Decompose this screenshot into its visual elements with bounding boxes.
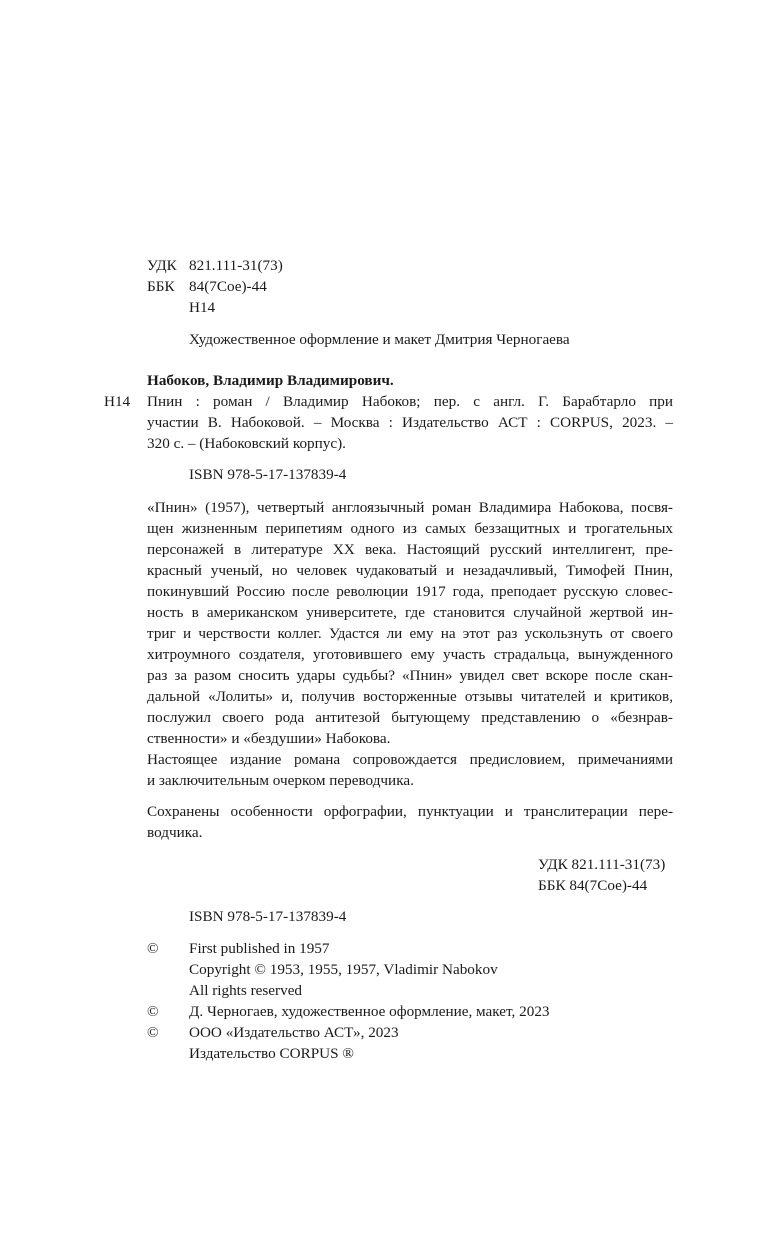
annotation-line: «Пнин» (1957), четвертый англоязычный роман Владимира Набокова, посвя- <box>147 499 673 516</box>
author-mark-side: Н14 <box>104 393 131 410</box>
author-mark-header: Н14 <box>189 299 216 316</box>
orthography-line: водчика. <box>147 824 203 841</box>
bbk-value: 84(7Сое)-44 <box>189 278 267 295</box>
orthography-line: Сохранены особенности орфографии, пунктуации и транслитерации пере- <box>147 803 673 820</box>
catalog-line: Пнин : роман / Владимир Набоков; пер. с англ. Г. Барабтарло при <box>147 393 673 410</box>
annotation-line: послужил своего рода антитезой бытующему представлению о «безнрав- <box>147 709 673 726</box>
udk-value: 821.111-31(73) <box>189 257 283 274</box>
copyright-line: Издательство CORPUS ® <box>189 1045 354 1062</box>
footer-bbk: ББК 84(7Сое)-44 <box>538 877 648 894</box>
copyright-line: Copyright © 1953, 1955, 1957, Vladimir Nabokov <box>189 961 498 978</box>
annotation-line: ственности» и «бездушии» Набокова. <box>147 730 391 747</box>
author-heading: Набоков, Владимир Владимирович. <box>147 372 394 389</box>
annotation-line: раз за разом сносить удары судьбы? «Пнин» увидел свет вскоре после скан- <box>147 667 673 684</box>
footer-udk: УДК 821.111-31(73) <box>538 856 666 873</box>
copyright-line: Д. Черногаев, художественное оформление, макет, 2023 <box>189 1003 550 1020</box>
copyright-line: ООО «Издательство АСТ», 2023 <box>189 1024 399 1041</box>
catalog-line: участии В. Набоковой. – Москва : Издательство АСТ : CORPUS, 2023. – <box>147 414 673 431</box>
annotation-line: щен жизненным перипетиям одного из самых беззащитных и трогательных <box>147 520 673 537</box>
annotation-line: персонажей в литературе XX века. Настоящий русский интеллигент, пре- <box>147 541 673 558</box>
footer-isbn: ISBN 978-5-17-137839-4 <box>189 908 347 925</box>
copyright-line: All rights reserved <box>189 982 303 999</box>
annotation-line: красный ученый, но человек чудаковатый и незадачливый, Тимофей Пнин, <box>147 562 673 579</box>
design-credit: Художественное оформление и макет Дмитрия Черногаева <box>189 331 570 348</box>
annotation-line: ность в американском университете, где становится случайной жертвой ин- <box>147 604 673 621</box>
catalog-line: 320 с. – (Набоковский корпус). <box>147 435 346 452</box>
copyright-symbol: © <box>147 940 159 957</box>
copyright-symbol: © <box>147 1024 159 1041</box>
annotation-line: триг и черствости коллег. Удастся ли ему на этот раз ускользнуть от своего <box>147 625 673 642</box>
bbk-label: ББК <box>147 278 175 295</box>
copyright-symbol: © <box>147 1003 159 1020</box>
udk-label: УДК <box>147 257 177 274</box>
annotation-line: покинувший Россию после революции 1917 года, преподает русскую словес- <box>147 583 673 600</box>
annotation-line: хитроумного создателя, уготовившего ему участь страдальца, вынужденного <box>147 646 673 663</box>
edition-line: Настоящее издание романа сопровождается предисловием, примечаниями <box>147 751 673 768</box>
annotation-line: дальной «Лолиты» и, получив восторженные отзывы читателей и критиков, <box>147 688 673 705</box>
catalog-isbn: ISBN 978-5-17-137839-4 <box>189 466 347 483</box>
edition-line: и заключительным очерком переводчика. <box>147 772 414 789</box>
copyright-line: First published in 1957 <box>189 940 330 957</box>
